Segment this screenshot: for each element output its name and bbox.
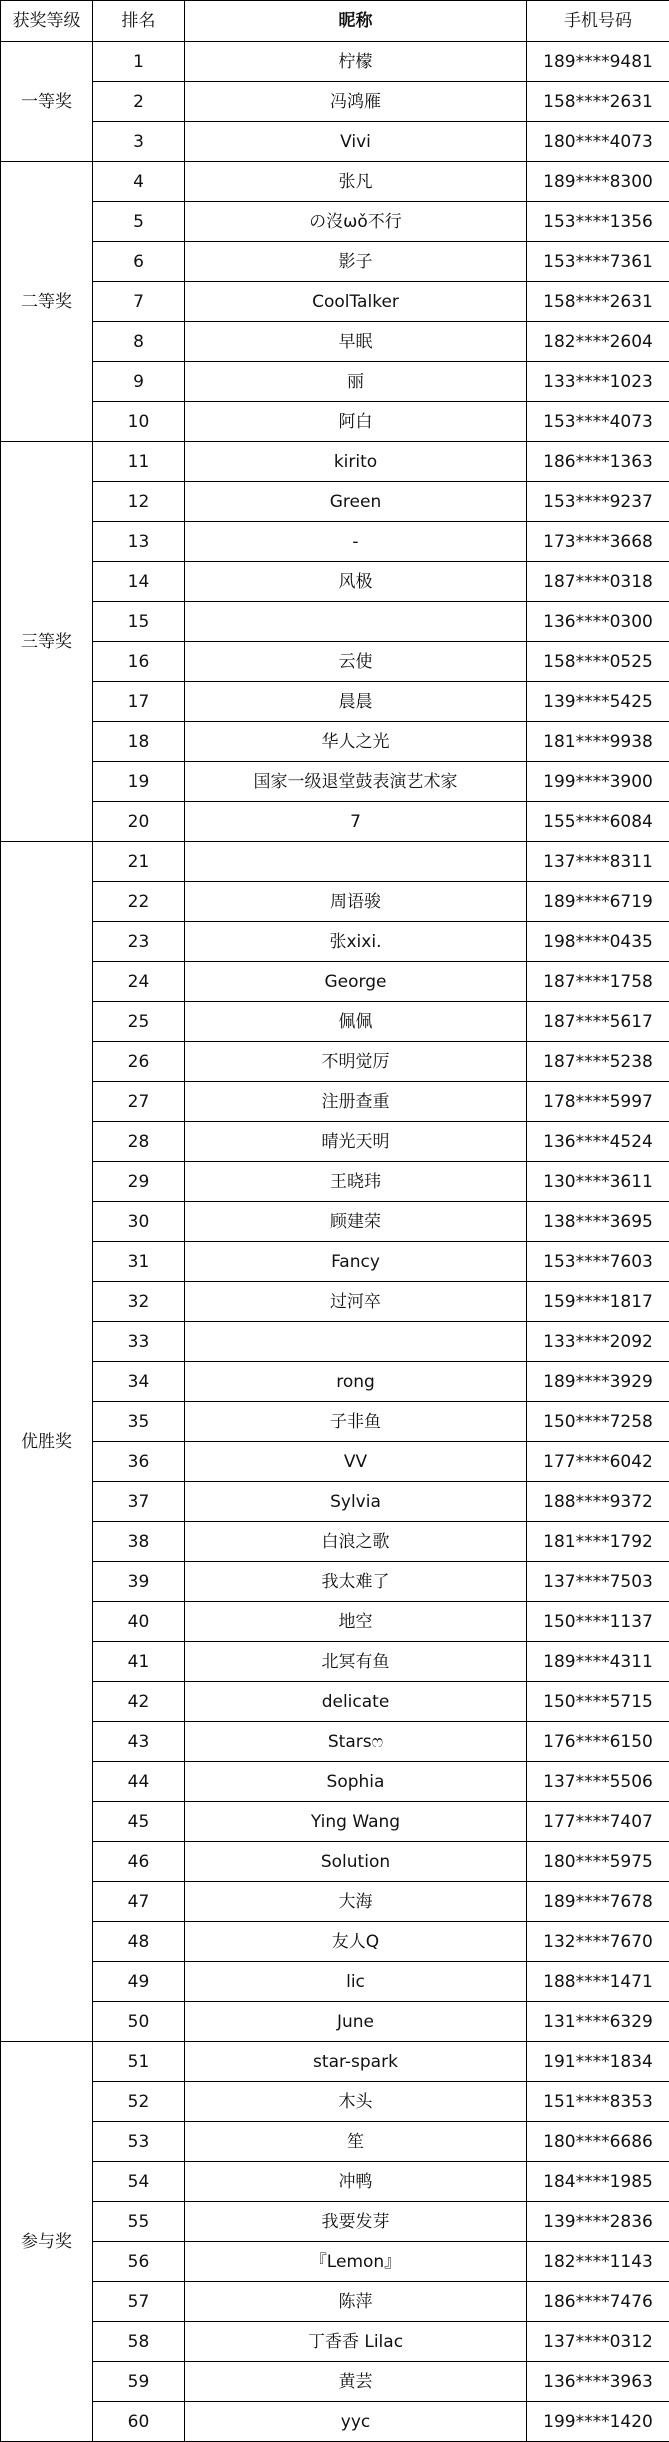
rank-cell: 41 <box>93 1642 185 1682</box>
nickname-cell: 过河卒 <box>185 1282 527 1322</box>
phone-cell: 180****6686 <box>527 2122 669 2162</box>
rank-cell: 44 <box>93 1762 185 1802</box>
header-phone: 手机号码 <box>527 1 669 42</box>
phone-cell: 189****7678 <box>527 1882 669 1922</box>
table-row <box>1 1202 669 1242</box>
nickname-cell: star-spark <box>185 2042 527 2082</box>
phone-cell: 187****5238 <box>527 1042 669 1082</box>
table-row <box>1 1922 669 1962</box>
rank-cell: 40 <box>93 1602 185 1642</box>
table-row <box>1 2322 669 2362</box>
table-row <box>1 1402 669 1442</box>
rank-cell: 2 <box>93 82 185 122</box>
rank-cell: 50 <box>93 2002 185 2042</box>
table-row <box>1 1482 669 1522</box>
rank-cell: 24 <box>93 962 185 1002</box>
phone-cell: 173****3668 <box>527 522 669 562</box>
phone-cell: 133****1023 <box>527 362 669 402</box>
nickname-cell <box>185 842 527 882</box>
table-row <box>1 842 669 882</box>
phone-cell: 187****0318 <box>527 562 669 602</box>
nickname-cell: rong <box>185 1362 527 1402</box>
nickname-cell: 张xixi. <box>185 922 527 962</box>
phone-cell: 136****0300 <box>527 602 669 642</box>
nickname-cell: 云使 <box>185 642 527 682</box>
nickname-cell: 7 <box>185 802 527 842</box>
rank-cell: 17 <box>93 682 185 722</box>
table-row <box>1 962 669 1002</box>
phone-cell: 155****6084 <box>527 802 669 842</box>
table-row <box>1 1082 669 1122</box>
nickname-cell: Starsෆ <box>185 1722 527 1762</box>
award-level-cell: 一等奖 <box>1 42 93 162</box>
table-row <box>1 682 669 722</box>
table-row <box>1 922 669 962</box>
phone-cell: 137****8311 <box>527 842 669 882</box>
nickname-cell: Green <box>185 482 527 522</box>
nickname-cell: CoolTalker <box>185 282 527 322</box>
phone-cell: 181****1792 <box>527 1522 669 1562</box>
rank-cell: 43 <box>93 1722 185 1762</box>
phone-cell: 137****7503 <box>527 1562 669 1602</box>
rank-cell: 16 <box>93 642 185 682</box>
phone-cell: 187****1758 <box>527 962 669 1002</box>
rank-cell: 57 <box>93 2282 185 2322</box>
rank-cell: 15 <box>93 602 185 642</box>
phone-cell: 199****1420 <box>527 2402 669 2442</box>
nickname-cell: George <box>185 962 527 1002</box>
header-nickname: 昵称 <box>185 1 527 42</box>
phone-cell: 191****1834 <box>527 2042 669 2082</box>
phone-cell: 184****1985 <box>527 2162 669 2202</box>
rank-cell: 36 <box>93 1442 185 1482</box>
table-row <box>1 2082 669 2122</box>
phone-cell: 137****0312 <box>527 2322 669 2362</box>
rank-cell: 31 <box>93 1242 185 1282</box>
table-row <box>1 1682 669 1722</box>
rank-cell: 11 <box>93 442 185 482</box>
nickname-cell: 白浪之歌 <box>185 1522 527 1562</box>
phone-cell: 159****1817 <box>527 1282 669 1322</box>
phone-cell: 158****0525 <box>527 642 669 682</box>
phone-cell: 139****2836 <box>527 2202 669 2242</box>
nickname-cell: 『Lemon』 <box>185 2242 527 2282</box>
table-row <box>1 482 669 522</box>
header-rank: 排名 <box>93 1 185 42</box>
table-row <box>1 1962 669 2002</box>
rank-cell: 52 <box>93 2082 185 2122</box>
phone-cell: 181****9938 <box>527 722 669 762</box>
phone-cell: 153****9237 <box>527 482 669 522</box>
table-row <box>1 882 669 922</box>
table-row <box>1 322 669 362</box>
phone-cell: 133****2092 <box>527 1322 669 1362</box>
phone-cell: 186****7476 <box>527 2282 669 2322</box>
nickname-cell: yyc <box>185 2402 527 2442</box>
table-row <box>1 802 669 842</box>
nickname-cell: delicate <box>185 1682 527 1722</box>
nickname-cell: Vivi <box>185 122 527 162</box>
table-row <box>1 2002 669 2042</box>
nickname-cell: 黄芸 <box>185 2362 527 2402</box>
rank-cell: 29 <box>93 1162 185 1202</box>
rank-cell: 1 <box>93 42 185 82</box>
nickname-cell: lic <box>185 1962 527 2002</box>
rank-cell: 60 <box>93 2402 185 2442</box>
phone-cell: 177****7407 <box>527 1802 669 1842</box>
phone-cell: 182****2604 <box>527 322 669 362</box>
rank-cell: 26 <box>93 1042 185 1082</box>
table-row <box>1 1562 669 1602</box>
table-body <box>1 42 669 2442</box>
nickname-cell: VV <box>185 1442 527 1482</box>
phone-cell: 189****6719 <box>527 882 669 922</box>
nickname-cell: 北冥有鱼 <box>185 1642 527 1682</box>
award-level-cell: 优胜奖 <box>1 842 93 2042</box>
phone-cell: 177****6042 <box>527 1442 669 1482</box>
table-row <box>1 522 669 562</box>
nickname-cell: 我要发芽 <box>185 2202 527 2242</box>
phone-cell: 151****8353 <box>527 2082 669 2122</box>
nickname-cell: 早眠 <box>185 322 527 362</box>
phone-cell: 189****9481 <box>527 42 669 82</box>
phone-cell: 138****3695 <box>527 1202 669 1242</box>
table-row <box>1 602 669 642</box>
rank-cell: 32 <box>93 1282 185 1322</box>
rank-cell: 30 <box>93 1202 185 1242</box>
table-row <box>1 42 669 82</box>
nickname-cell: 华人之光 <box>185 722 527 762</box>
table-row <box>1 1762 669 1802</box>
table-row <box>1 282 669 322</box>
table-row <box>1 162 669 202</box>
phone-cell: 189****8300 <box>527 162 669 202</box>
table-row <box>1 362 669 402</box>
table-row <box>1 1522 669 1562</box>
table-row <box>1 1642 669 1682</box>
rank-cell: 28 <box>93 1122 185 1162</box>
nickname-cell: 佩佩 <box>185 1002 527 1042</box>
rank-cell: 49 <box>93 1962 185 2002</box>
table-row <box>1 2122 669 2162</box>
nickname-cell: - <box>185 522 527 562</box>
rank-cell: 21 <box>93 842 185 882</box>
nickname-cell: 柠檬 <box>185 42 527 82</box>
rank-cell: 6 <box>93 242 185 282</box>
rank-cell: 39 <box>93 1562 185 1602</box>
nickname-cell: 子非鱼 <box>185 1402 527 1442</box>
table-row <box>1 1282 669 1322</box>
nickname-cell <box>185 1322 527 1362</box>
phone-cell: 150****7258 <box>527 1402 669 1442</box>
phone-cell: 136****4524 <box>527 1122 669 1162</box>
table-row <box>1 762 669 802</box>
table-row <box>1 722 669 762</box>
rank-cell: 45 <box>93 1802 185 1842</box>
phone-cell: 136****3963 <box>527 2362 669 2402</box>
table-row <box>1 1002 669 1042</box>
rank-cell: 3 <box>93 122 185 162</box>
table-row <box>1 642 669 682</box>
table-row <box>1 1602 669 1642</box>
rank-cell: 18 <box>93 722 185 762</box>
rank-cell: 53 <box>93 2122 185 2162</box>
rank-cell: 8 <box>93 322 185 362</box>
rank-cell: 10 <box>93 402 185 442</box>
phone-cell: 153****7603 <box>527 1242 669 1282</box>
rank-cell: 33 <box>93 1322 185 1362</box>
nickname-cell: Solution <box>185 1842 527 1882</box>
rank-cell: 47 <box>93 1882 185 1922</box>
nickname-cell: Sylvia <box>185 1482 527 1522</box>
rank-cell: 4 <box>93 162 185 202</box>
nickname-cell: 晴光天明 <box>185 1122 527 1162</box>
phone-cell: 186****1363 <box>527 442 669 482</box>
award-level-cell: 二等奖 <box>1 162 93 442</box>
nickname-cell: 丁香香 Lilac <box>185 2322 527 2362</box>
phone-cell: 198****0435 <box>527 922 669 962</box>
nickname-cell: kirito <box>185 442 527 482</box>
phone-cell: 139****5425 <box>527 682 669 722</box>
table-row <box>1 1042 669 1082</box>
table-row <box>1 1362 669 1402</box>
rank-cell: 13 <box>93 522 185 562</box>
rank-cell: 38 <box>93 1522 185 1562</box>
table-row <box>1 1882 669 1922</box>
phone-cell: 199****3900 <box>527 762 669 802</box>
nickname-cell: Fancy <box>185 1242 527 1282</box>
phone-cell: 180****5975 <box>527 1842 669 1882</box>
table-row <box>1 1122 669 1162</box>
phone-cell: 153****1356 <box>527 202 669 242</box>
table-row <box>1 2042 669 2082</box>
nickname-cell: 张凡 <box>185 162 527 202</box>
rank-cell: 58 <box>93 2322 185 2362</box>
rank-cell: 23 <box>93 922 185 962</box>
nickname-cell: 冲鸭 <box>185 2162 527 2202</box>
nickname-cell: 木头 <box>185 2082 527 2122</box>
phone-cell: 153****4073 <box>527 402 669 442</box>
header-award-level: 获奖等级 <box>1 1 93 42</box>
rank-cell: 5 <box>93 202 185 242</box>
table-row <box>1 402 669 442</box>
table-row <box>1 562 669 602</box>
table-row <box>1 2162 669 2202</box>
table-row <box>1 2402 669 2442</box>
table-row <box>1 2242 669 2282</box>
table-row <box>1 1842 669 1882</box>
nickname-cell: 陈萍 <box>185 2282 527 2322</box>
rank-cell: 56 <box>93 2242 185 2282</box>
table-row <box>1 1242 669 1282</box>
nickname-cell: 丽 <box>185 362 527 402</box>
nickname-cell: 大海 <box>185 1882 527 1922</box>
nickname-cell: Ying Wang <box>185 1802 527 1842</box>
rank-cell: 37 <box>93 1482 185 1522</box>
table-row <box>1 202 669 242</box>
nickname-cell: 友人Q <box>185 1922 527 1962</box>
award-level-cell: 三等奖 <box>1 442 93 842</box>
nickname-cell: 注册查重 <box>185 1082 527 1122</box>
rank-cell: 46 <box>93 1842 185 1882</box>
nickname-cell: 晨晨 <box>185 682 527 722</box>
phone-cell: 188****9372 <box>527 1482 669 1522</box>
rank-cell: 14 <box>93 562 185 602</box>
rank-cell: 25 <box>93 1002 185 1042</box>
award-level-cell: 参与奖 <box>1 2042 93 2442</box>
nickname-cell: 冯鸿雁 <box>185 82 527 122</box>
table-row <box>1 1442 669 1482</box>
table-row <box>1 242 669 282</box>
rank-cell: 55 <box>93 2202 185 2242</box>
nickname-cell: 阿白 <box>185 402 527 442</box>
rank-cell: 59 <box>93 2362 185 2402</box>
table-row <box>1 82 669 122</box>
nickname-cell: 地空 <box>185 1602 527 1642</box>
table-row <box>1 2282 669 2322</box>
phone-cell: 150****1137 <box>527 1602 669 1642</box>
nickname-cell: の沒ωǒ不行 <box>185 202 527 242</box>
phone-cell: 137****5506 <box>527 1762 669 1802</box>
phone-cell: 182****1143 <box>527 2242 669 2282</box>
nickname-cell: 国家一级退堂鼓表演艺术家 <box>185 762 527 802</box>
nickname-cell: 顾建荣 <box>185 1202 527 1242</box>
nickname-cell: 笙 <box>185 2122 527 2162</box>
rank-cell: 54 <box>93 2162 185 2202</box>
phone-cell: 132****7670 <box>527 1922 669 1962</box>
rank-cell: 20 <box>93 802 185 842</box>
rank-cell: 22 <box>93 882 185 922</box>
rank-cell: 7 <box>93 282 185 322</box>
phone-cell: 187****5617 <box>527 1002 669 1042</box>
nickname-cell: June <box>185 2002 527 2042</box>
rank-cell: 12 <box>93 482 185 522</box>
nickname-cell: 我太难了 <box>185 1562 527 1602</box>
phone-cell: 158****2631 <box>527 82 669 122</box>
phone-cell: 189****3929 <box>527 1362 669 1402</box>
table-row <box>1 1802 669 1842</box>
rank-cell: 51 <box>93 2042 185 2082</box>
nickname-cell: 周语骏 <box>185 882 527 922</box>
nickname-cell <box>185 602 527 642</box>
phone-cell: 180****4073 <box>527 122 669 162</box>
phone-cell: 176****6150 <box>527 1722 669 1762</box>
rank-cell: 35 <box>93 1402 185 1442</box>
table-row <box>1 2362 669 2402</box>
header-row <box>1 1 669 42</box>
table-row <box>1 122 669 162</box>
phone-cell: 178****5997 <box>527 1082 669 1122</box>
rank-cell: 27 <box>93 1082 185 1122</box>
rank-cell: 42 <box>93 1682 185 1722</box>
rank-cell: 48 <box>93 1922 185 1962</box>
phone-cell: 158****2631 <box>527 282 669 322</box>
table-row <box>1 442 669 482</box>
table-row <box>1 1722 669 1762</box>
rank-cell: 9 <box>93 362 185 402</box>
nickname-cell: 影子 <box>185 242 527 282</box>
rank-cell: 19 <box>93 762 185 802</box>
phone-cell: 150****5715 <box>527 1682 669 1722</box>
nickname-cell: 风极 <box>185 562 527 602</box>
phone-cell: 188****1471 <box>527 1962 669 2002</box>
phone-cell: 153****7361 <box>527 242 669 282</box>
nickname-cell: 不明觉厉 <box>185 1042 527 1082</box>
phone-cell: 131****6329 <box>527 2002 669 2042</box>
nickname-cell: Sophia <box>185 1762 527 1802</box>
phone-cell: 189****4311 <box>527 1642 669 1682</box>
table-row <box>1 2202 669 2242</box>
table-row <box>1 1162 669 1202</box>
rank-cell: 34 <box>93 1362 185 1402</box>
table-row <box>1 1322 669 1362</box>
nickname-cell: 王晓玮 <box>185 1162 527 1202</box>
phone-cell: 130****3611 <box>527 1162 669 1202</box>
